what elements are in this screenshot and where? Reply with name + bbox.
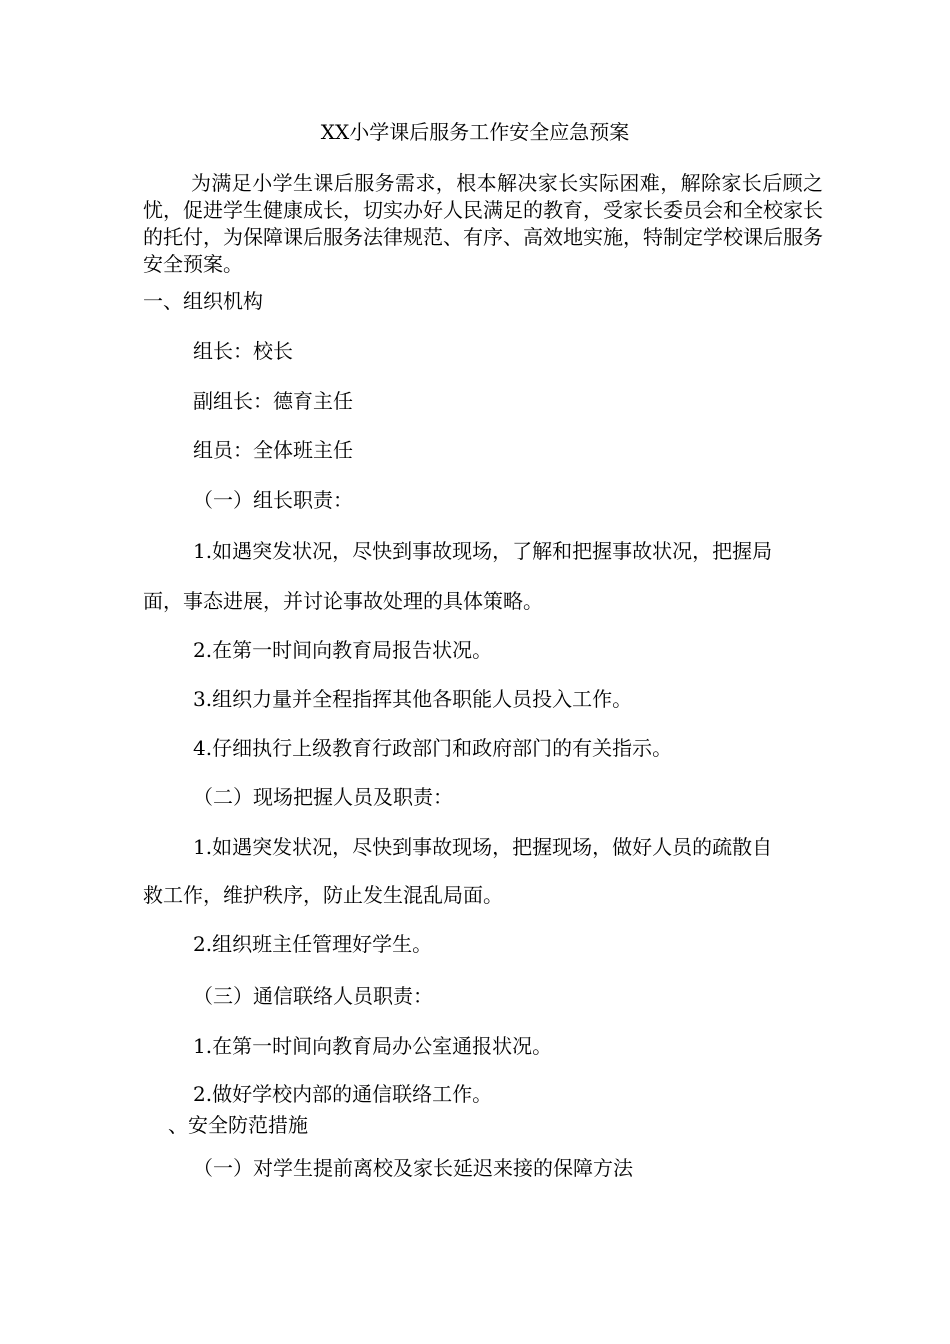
onsite-duty-1-line-2: 救工作，维护秩序，防止发生混乱局面。: [143, 883, 503, 907]
onsite-duty-1-line-1: 1.如遇突发状况，尽快到事故现场，把握现场，做好人员的疏散自: [193, 835, 773, 859]
section-heading-safety-measures: 、安全防范措施: [168, 1113, 308, 1137]
document-title: XX小学课后服务工作安全应急预案: [320, 120, 630, 144]
intro-paragraph: 为满足小学生课后服务需求，根本解决家长实际困难，解除家长后顾之忧，促进学生健康成长，切实办好人民满足的教育，受家长委员会和全校家长的托付，为保障课后服务法律规范、有序、高效地实施，特制定学校课后服务安全预案。: [143, 171, 823, 276]
onsite-duty-2: 2.组织班主任管理好学生。: [193, 932, 433, 956]
subheading-leader-duties: （一）组长职责：: [193, 488, 353, 512]
subheading-early-leave-measures: （一）对学生提前离校及家长延迟来接的保障方法: [193, 1156, 633, 1180]
communication-duty-2: 2.做好学校内部的通信联络工作。: [193, 1082, 493, 1106]
leader-line: 组长：校长: [193, 339, 293, 363]
subheading-communication-duties: （三）通信联络人员职责：: [193, 984, 433, 1008]
communication-duty-1: 1.在第一时间向教育局办公室通报状况。: [193, 1034, 553, 1058]
members-line: 组员：全体班主任: [193, 438, 353, 462]
leader-duty-2: 2.在第一时间向教育局报告状况。: [193, 638, 493, 662]
deputy-leader-line: 副组长：德育主任: [193, 389, 353, 413]
leader-duty-3: 3.组织力量并全程指挥其他各职能人员投入工作。: [193, 687, 633, 711]
subheading-onsite-duties: （二）现场把握人员及职责：: [193, 785, 453, 809]
leader-duty-1-line-2: 面，事态进展，并讨论事故处理的具体策略。: [143, 589, 543, 613]
section-heading-organization: 一、组织机构: [143, 289, 263, 313]
leader-duty-4: 4.仔细执行上级教育行政部门和政府部门的有关指示。: [193, 736, 673, 760]
leader-duty-1-line-1: 1.如遇突发状况，尽快到事故现场，了解和把握事故状况，把握局: [193, 539, 773, 563]
